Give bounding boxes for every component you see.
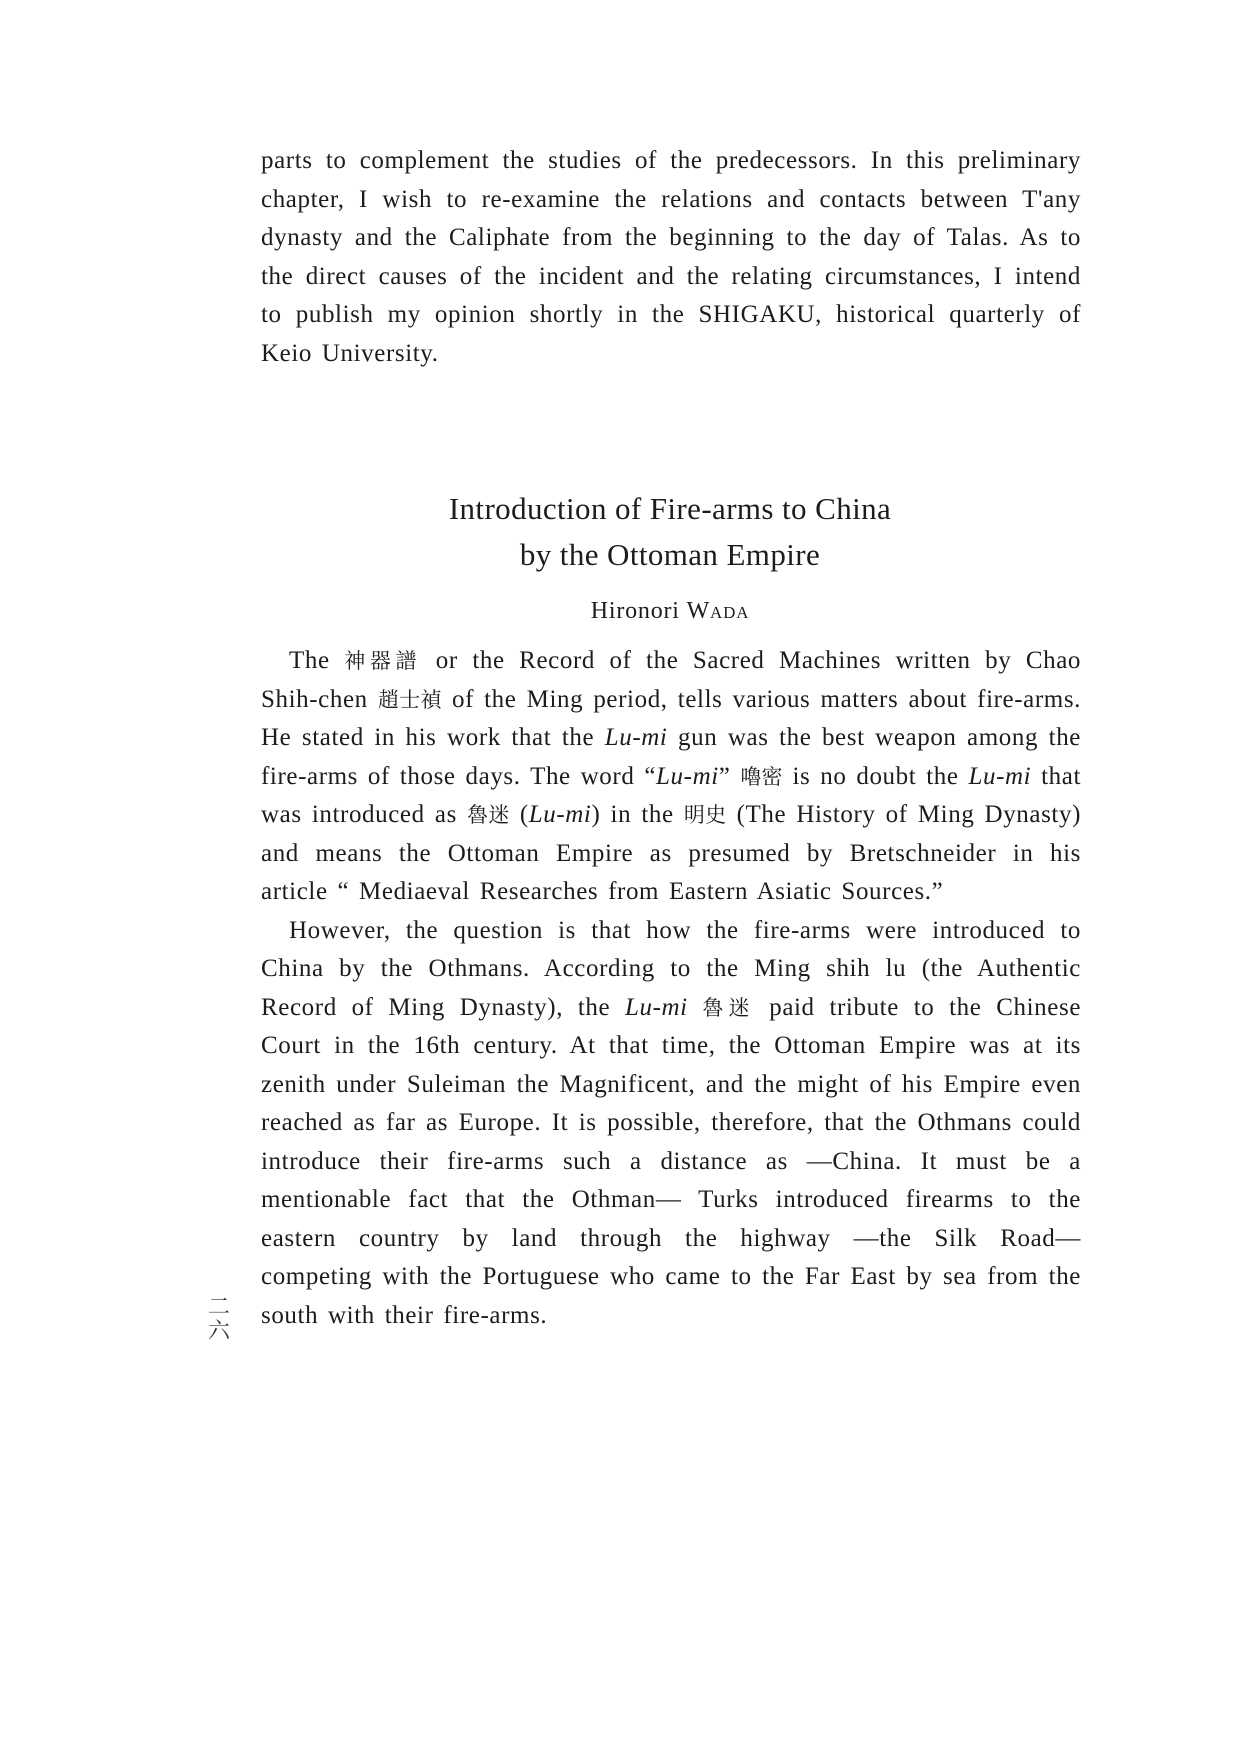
text-run: of the Ming period, tells various matters about fire-arms. He stated in his work that the bbox=[261, 685, 1082, 751]
article-title-line-2: by the Ottoman Empire bbox=[519, 537, 821, 572]
cjk-term-lumi-rome: 魯迷 bbox=[467, 803, 510, 827]
italic-term: Lu-mi bbox=[604, 724, 668, 751]
text-run: ) in the bbox=[591, 801, 674, 828]
text-run: ( bbox=[519, 801, 529, 828]
article-author bbox=[0, 598, 1240, 625]
italic-term: Lu-mi bbox=[968, 762, 1032, 790]
text-run: (The History of Ming Dynasty) and means the Ottoman Empire as presumed by Bretschneider in his article “ Mediaeval Researches from Eastern Asiatic Sources.” bbox=[261, 801, 1082, 905]
intro-paragraph-block bbox=[261, 142, 1081, 373]
text-run: ” bbox=[718, 762, 731, 790]
text-run: However, the question is that how the fire-arms were introduced to China by the Othmans. According to the Ming shih lu (the Authentic Record of Ming Dynasty), the bbox=[261, 916, 1081, 1021]
body-paragraph-1 bbox=[261, 642, 1081, 912]
italic-term: Lu-mi bbox=[625, 993, 688, 1021]
text-run: is no doubt the bbox=[792, 762, 959, 790]
cjk-term-shenqipu: 神器譜 bbox=[344, 649, 422, 673]
page-number-char-1: 二 bbox=[207, 1295, 230, 1320]
cjk-term-mingshi: 明史 bbox=[683, 803, 727, 827]
italic-term: Lu-mi bbox=[656, 762, 719, 790]
page-number-char-2: 六 bbox=[207, 1319, 230, 1344]
article-title-line-1: Introduction of Fire-arms to China bbox=[448, 491, 892, 526]
text-run: that was introduced as bbox=[261, 762, 1082, 828]
author-name bbox=[591, 598, 750, 624]
cjk-term-lumi-rome: 魯迷 bbox=[702, 995, 755, 1020]
intro-paragraph: parts to complement the studies of the predecessors. In this preliminary chapter, I wish to re-examine the relations and contacts between T'any dynasty and the Caliphate from the beginning to the day of Talas. As to the direct causes of the incident and the relating circumstances, I intend to publish my opinion shortly in the SHIGAKU, historical quarterly of Keio University. bbox=[261, 147, 1081, 367]
cjk-term-zhao-shizhen: 趙士禎 bbox=[377, 687, 442, 712]
article-body bbox=[261, 642, 1081, 1335]
text-run: gun was the best weapon among the fire-arms of those days. The word “ bbox=[261, 724, 1081, 790]
author-given-name: Hironori bbox=[590, 598, 680, 624]
article-title bbox=[0, 486, 1240, 578]
body-paragraph-2 bbox=[261, 912, 1081, 1336]
text-run: The bbox=[289, 647, 330, 674]
cjk-term-lumi: 嚕密 bbox=[740, 764, 783, 789]
text-run: or the Record of the Sacred Machines written by Chao Shih-chen bbox=[261, 647, 1082, 713]
text-run: paid tribute to the Chinese Court in the 16th century. At that time, the Ottoman Empire was at its zenith under Suleiman the Magnificent, and the might of his Empire even reached as far as Europe. It is possible, therefore, that the Othmans could introduce their fire-arms such a distance as —China. It must be a mentionable fact that the Othman— Turks introduced firearms to the eastern country by land through the highway —the Silk Road— competing with the Portuguese who came to the Far East by sea from the south with their fire-arms. bbox=[261, 993, 1082, 1329]
italic-term: Lu-mi bbox=[528, 801, 592, 828]
page-number bbox=[206, 1296, 232, 1344]
author-surname: Wada bbox=[686, 598, 750, 624]
